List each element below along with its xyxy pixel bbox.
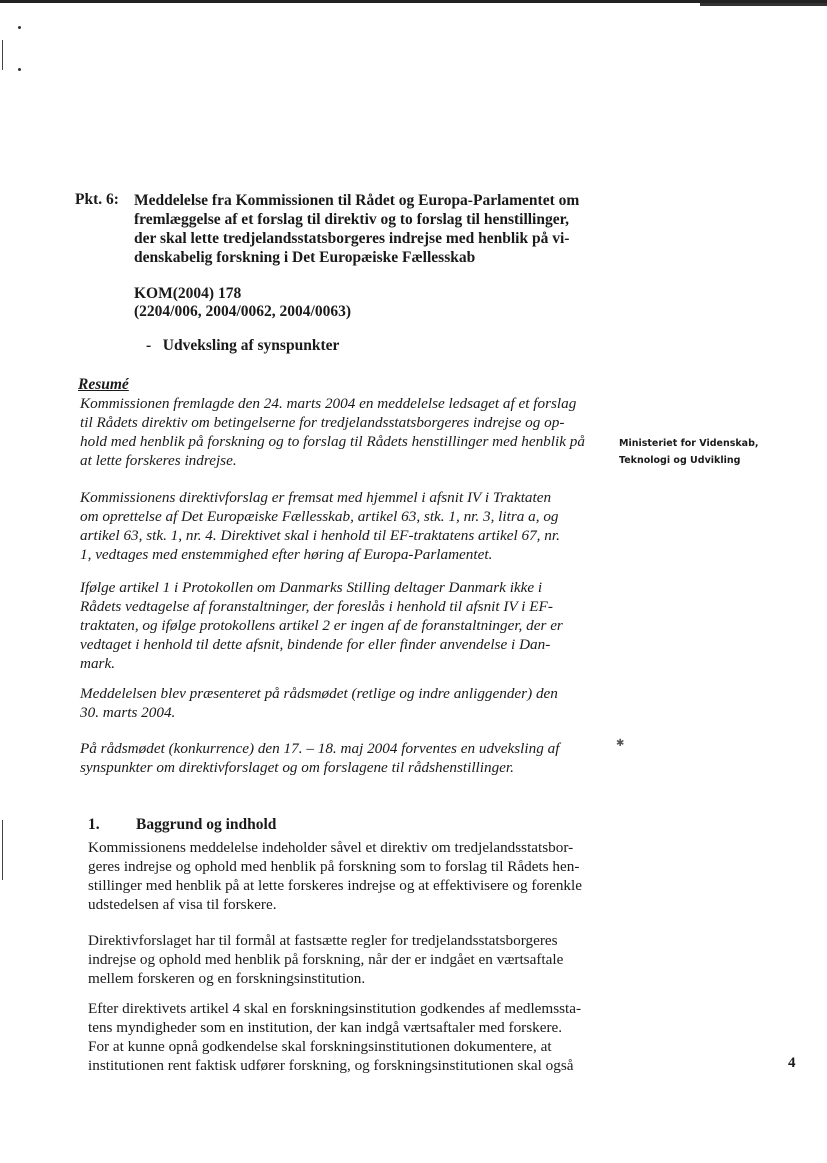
scan-smudge-icon: ✱ [616,738,625,749]
section-heading [88,816,276,834]
heading-line: denskabelig forskning i Det Europæiske Fællesskab [134,249,476,266]
heading-line: fremlæggelse af et forslag til direktiv og to forslag til henstillinger, [134,211,569,228]
text-line: Kommissionens direktivforslag er fremsat med hjemmel i afsnit IV i Traktaten [80,489,552,506]
text-line: geres indrejse og ophold med henblik på forskning som to forslag til Rådets hen- [88,858,580,875]
summary-paragraph [80,739,585,777]
body-paragraph [88,838,598,914]
section-number: 1. [88,816,100,833]
text-line: mark. [80,655,116,672]
heading-line: der skal lette tredjelandsstatsborgeres indrejse med henblik på vi- [134,230,570,247]
text-line: Meddelelsen blev præsenteret på rådsmødet (retlige og indre anliggender) den [80,685,558,702]
body-paragraph [88,999,598,1075]
scan-dot [18,26,21,29]
scan-left-mark [2,40,3,70]
text-line: Efter direktivets artikel 4 skal en forskningsinstitution godkendes af medlemssta- [88,1000,582,1017]
text-line: 30. marts 2004. [80,704,176,721]
item-label: Pkt. 6: [75,191,119,208]
text-line: vedtaget i henhold til dette afsnit, bindende for eller finder anvendelse i Dan- [80,636,551,653]
exchange-label: - Udveksling af synspunkter [146,337,340,354]
scan-dot [18,68,21,71]
text-line: at lette forskeres indrejse. [80,452,237,469]
sidebar-ministry-line: Teknologi og Udvikling [619,455,741,466]
text-line: Rådets vedtagelse af foranstaltninger, der foreslås i henhold til afsnit IV i EF- [80,598,553,615]
summary-paragraph [80,394,585,470]
scan-left-mark [2,820,3,880]
text-line: stillinger med henblik på at lette forskeres indrejse og at effektivisere og forenkle [88,877,582,894]
text-line: På rådsmødet (konkurrence) den 17. – 18. maj 2004 forventes en udveksling af [80,740,560,757]
text-line: Ifølge artikel 1 i Protokollen om Danmarks Stilling deltager Danmark ikke i [80,579,543,596]
summary-paragraph [80,488,585,564]
text-line: mellem forskeren og en forskningsinstitution. [88,970,366,987]
text-line: traktaten, og ifølge protokollens artikel 2 er ingen af de foranstaltninger, der er [80,617,563,634]
text-line: institutionen rent faktisk udfører forskning, og forskningsinstitutionen skal også [88,1057,574,1074]
summary-title: Resumé [78,376,129,393]
text-line: udstedelsen af visa til forskere. [88,896,277,913]
summary-paragraph [80,684,585,722]
text-line: tens myndigheder som en institution, der kan indgå værtsaftaler med forskere. [88,1019,563,1036]
reference: KOM(2004) 178 [134,285,242,302]
text-line: Kommissionen fremlagde den 24. marts 2004 en meddelelse ledsaget af et forslag [80,395,577,412]
text-line: om oprettelse af Det Europæiske Fællesskab, artikel 63, stk. 1, nr. 3, litra a, og [80,508,559,525]
text-line: til Rådets direktiv om betingelserne for tredjelandsstatsborgeres indrejse og op- [80,414,565,431]
summary-paragraph [80,578,585,673]
section-title: Baggrund og indhold [136,816,277,833]
reference-numbers: (2204/006, 2004/0062, 2004/0063) [134,303,351,320]
text-line: Direktivforslaget har til formål at fastsætte regler for tredjelandsstatsborgeres [88,932,558,949]
scan-top-border-right [700,3,827,6]
text-line: For at kunne opnå godkendelse skal forskningsinstitutionen dokumentere, at [88,1038,552,1055]
item-heading [134,191,584,267]
heading-line: Meddelelse fra Kommissionen til Rådet og Europa-Parlamentet om [134,192,580,209]
sidebar-ministry-line: Ministeriet for Videnskab, [619,438,759,449]
text-line: Kommissionens meddelelse indeholder såvel et direktiv om tredjelandsstatsbor- [88,839,574,856]
text-line: artikel 63, stk. 1, nr. 4. Direktivet skal i henhold til EF-traktatens artikel 67, nr. [80,527,560,544]
text-line: hold med henblik på forskning og to forslag til Rådets henstillinger med henblik på [80,433,585,450]
text-line: indrejse og ophold med henblik på forskning, når der er indgået en værtsaftale [88,951,564,968]
page-number: 4 [788,1055,796,1071]
text-line: synspunkter om direktivforslaget og om forslagene til rådshenstillinger. [80,759,514,776]
body-paragraph [88,931,598,988]
text-line: 1, vedtages med enstemmighed efter høring af Europa-Parlamentet. [80,546,493,563]
